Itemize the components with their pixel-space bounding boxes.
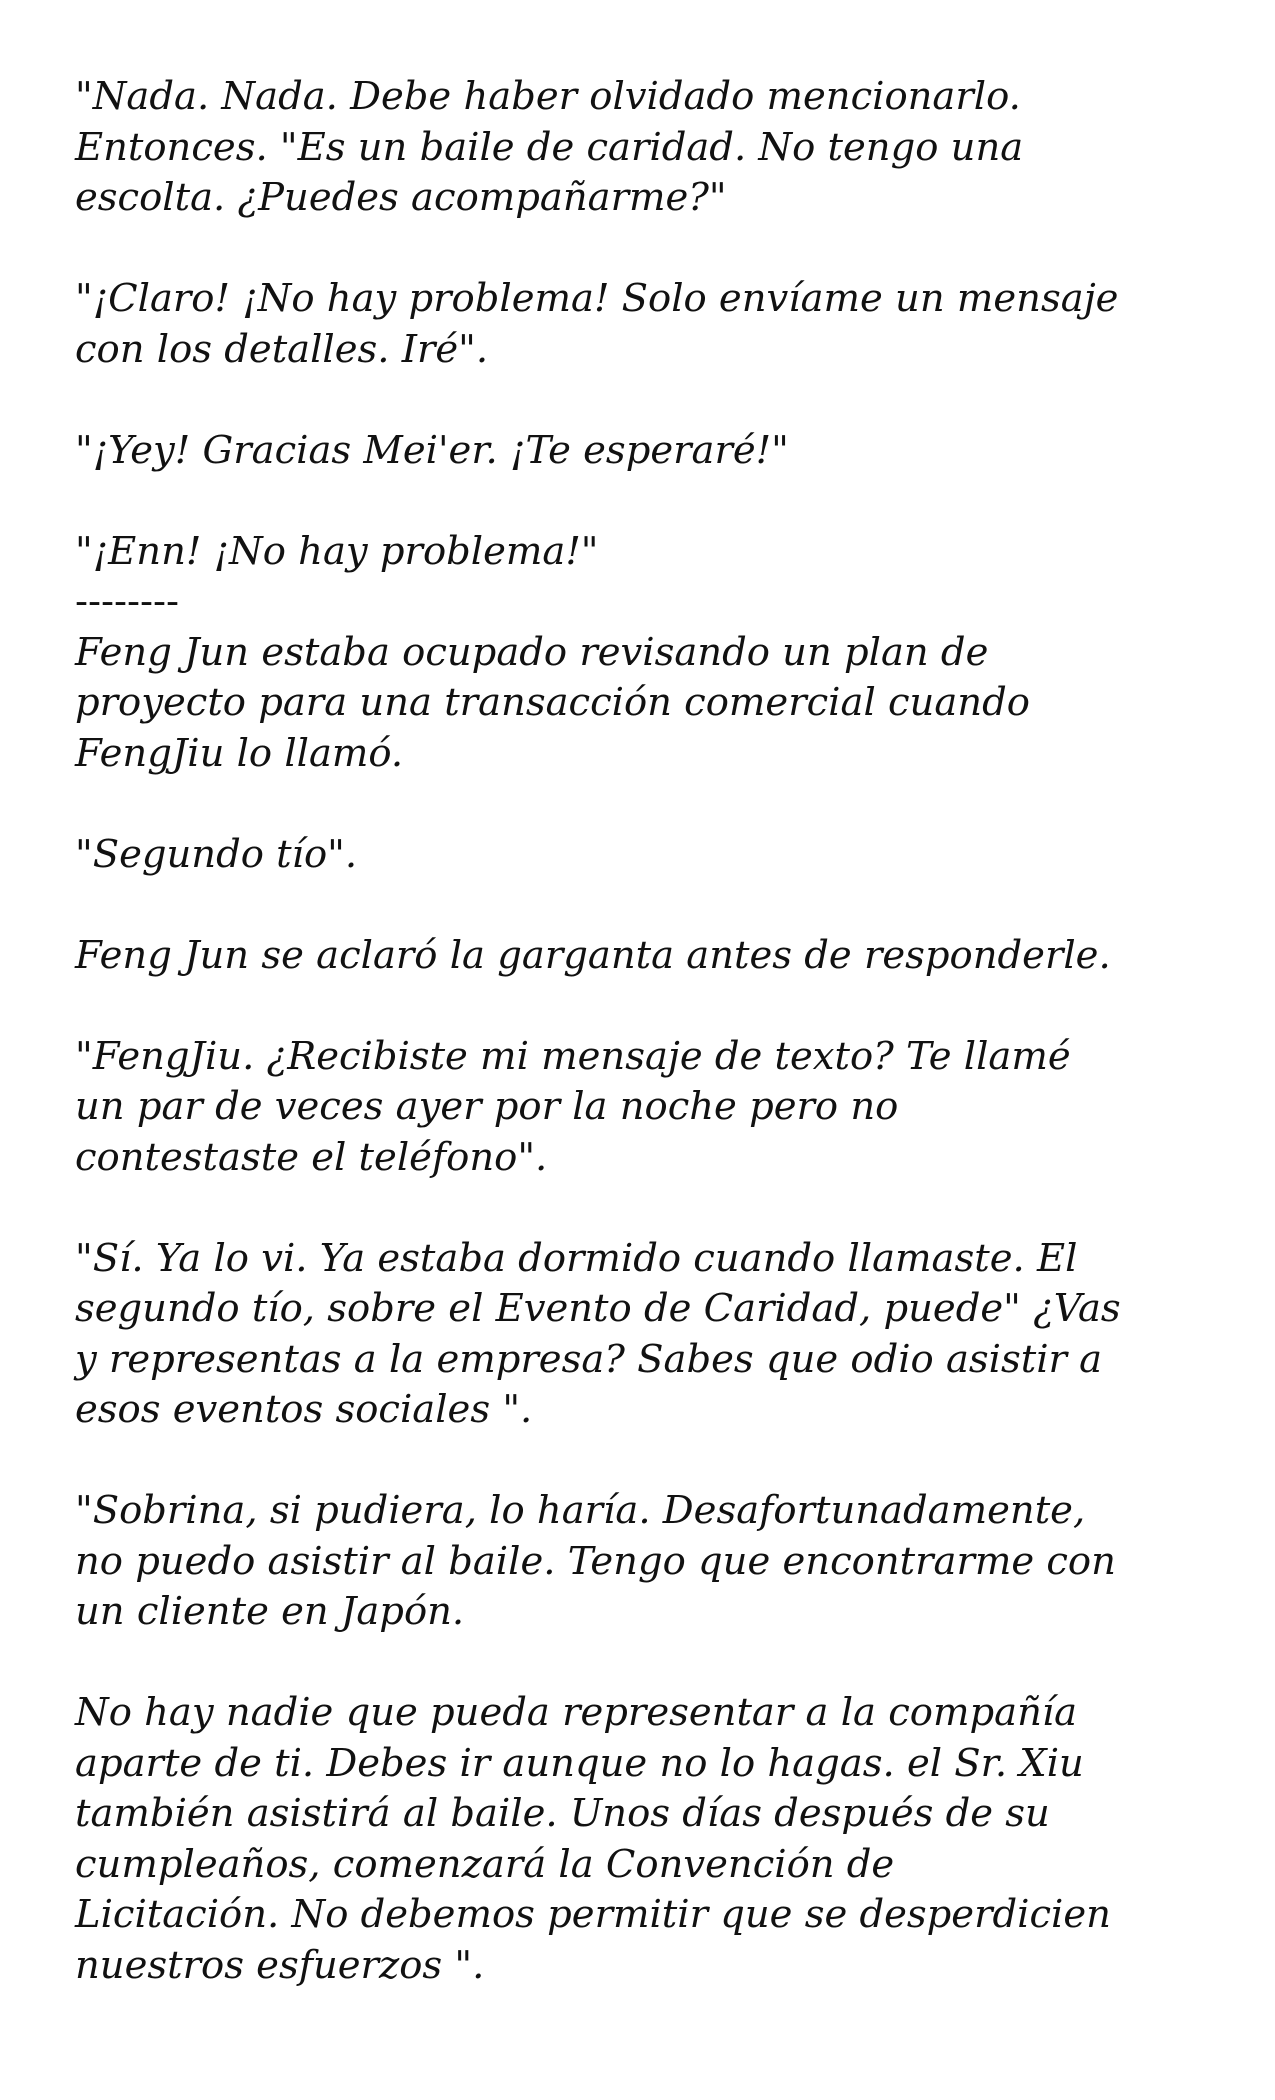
paragraph-4: "¡Enn! ¡No hay problema!" bbox=[75, 528, 599, 574]
paragraph-2: "¡Claro! ¡No hay problema! Solo envíame un mensaje con los detalles. Iré". bbox=[75, 276, 1119, 372]
paragraph-3: "¡Yey! Gracias Mei'er. ¡Te esperaré!" bbox=[75, 427, 789, 473]
paragraph-9: "Sí. Ya lo vi. Ya estaba dormido cuando llamaste. El segundo tío, sobre el Evento de Caridad, puede" ¿Vas y representas a la empresa? Sabes que odio asistir a esos eventos sociales ". bbox=[75, 1235, 1121, 1432]
paragraph-7: Feng Jun se aclaró la garganta antes de responderle. bbox=[75, 932, 1111, 978]
paragraph-5: Feng Jun estaba ocupado revisando un plan de proyecto para una transacción comercial cuando FengJiu lo llamó. bbox=[75, 629, 1030, 776]
paragraph-1: "Nada. Nada. Debe haber olvidado mencionarlo. Entonces. "Es un baile de caridad. No tengo una escolta. ¿Puedes acompañarme?" bbox=[75, 74, 1024, 220]
paragraph-11: No hay nadie que pueda representar a la compañía aparte de ti. Debes ir aunque no lo hagas. el Sr. Xiu también asistirá al baile. Unos días después de su cumpleaños, comenzará la Convención de Licitación. No debemos permitir que se desperdicien nuestros esfuerzos ". bbox=[75, 1690, 1111, 1988]
paragraph-6: "Segundo tío". bbox=[75, 831, 358, 877]
paragraph-8: "FengJiu. ¿Recibiste mi mensaje de texto? Te llamé un par de veces ayer por la noche pero no contestaste el teléfono". bbox=[75, 1033, 1071, 1180]
paragraph-10: "Sobrina, si pudiera, lo haría. Desafortunadamente, no puedo asistir al baile. Tengo que encontrarme con un cliente en Japón. bbox=[75, 1488, 1116, 1634]
document-page bbox=[75, 72, 1215, 1991]
section-separator: -------- bbox=[75, 579, 180, 624]
